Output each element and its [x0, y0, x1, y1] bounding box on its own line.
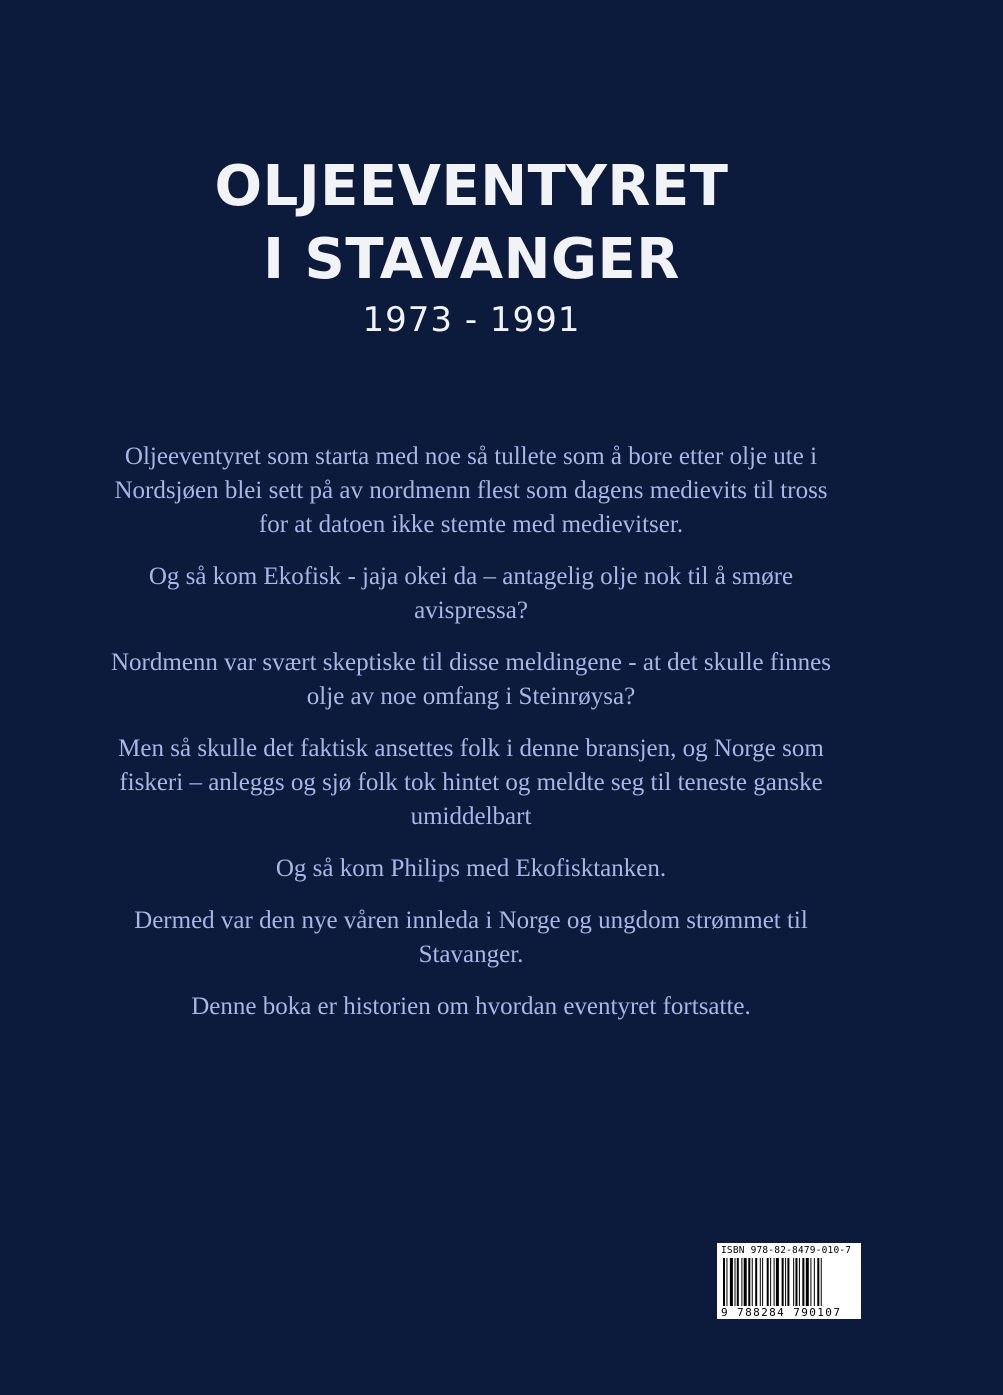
barcode-bar	[774, 1258, 775, 1306]
barcode-bar	[802, 1258, 804, 1306]
blurb-paragraph: Oljeeventyret som starta med noe så tullete som å bore etter olje ute i Nordsjøen blei sett på av nordmenn flest som dagens medievits til tross for at datoen ikke stemte med medievitser.	[114, 443, 828, 538]
barcode-bar	[760, 1258, 761, 1306]
barcode-bar	[810, 1258, 811, 1306]
book-title	[0, 150, 943, 296]
barcode-bars-icon	[723, 1258, 855, 1306]
isbn-label: ISBN 978-82-8479-010-7	[721, 1245, 852, 1256]
barcode-bar	[817, 1258, 819, 1306]
barcode-bar	[776, 1258, 779, 1306]
barcode-bar	[730, 1258, 733, 1306]
barcode-bar	[806, 1258, 809, 1306]
blurb-paragraph: Men så skulle det faktisk ansettes folk i denne bransjen, og Norge som fiskeri – anleggs og sjø folk tok hintet og meldte seg til teneste ganske umiddelbart	[118, 735, 824, 830]
barcode-bar	[793, 1258, 794, 1306]
barcode-bar	[737, 1258, 739, 1306]
barcode-bar	[752, 1258, 753, 1306]
barcode-bar	[799, 1258, 800, 1306]
year-range: 1973 - 1991	[362, 300, 581, 340]
barcode-bar	[726, 1258, 727, 1306]
blurb-paragraph: Og så kom Philips med Ekofisktanken.	[275, 855, 667, 882]
barcode-bar	[741, 1258, 742, 1306]
blurb-paragraph: Denne boka er historien om hvordan eventyret fortsatte.	[191, 993, 751, 1020]
barcode-bar	[762, 1258, 763, 1306]
barcode-bar	[770, 1258, 771, 1306]
barcode-bar	[744, 1258, 747, 1306]
barcode-bar	[755, 1258, 757, 1306]
barcode-bar	[782, 1258, 784, 1306]
barcode-bar	[787, 1258, 789, 1306]
barcode-bar	[795, 1258, 797, 1306]
blurb-text	[110, 440, 832, 1042]
barcode-bar	[785, 1258, 786, 1306]
barcode-bar	[821, 1258, 822, 1306]
title-line-1: OLJEEVENTYRET	[214, 154, 729, 219]
blurb-paragraph: Dermed var den nye våren innleda i Norge og ungdom strømmet til Stavanger.	[134, 907, 808, 968]
blurb-paragraph: Og så kom Ekofisk - jaja okei da – antagelig olje nok til å smøre avispressa?	[148, 563, 794, 624]
barcode-bar	[767, 1258, 769, 1306]
barcode-bar	[748, 1258, 750, 1306]
barcode-bar	[723, 1258, 725, 1306]
isbn-barcode	[717, 1243, 861, 1319]
barcode-bar	[735, 1258, 736, 1306]
blurb-paragraph: Nordmenn var svært skeptiske til disse meldingene - at det skulle finnes olje av noe omfang i Steinrøysa?	[111, 649, 831, 710]
title-line-2: I STAVANGER	[263, 227, 680, 292]
barcode-bar	[814, 1258, 815, 1306]
barcode-digits: 9 788284 790107	[721, 1306, 842, 1319]
